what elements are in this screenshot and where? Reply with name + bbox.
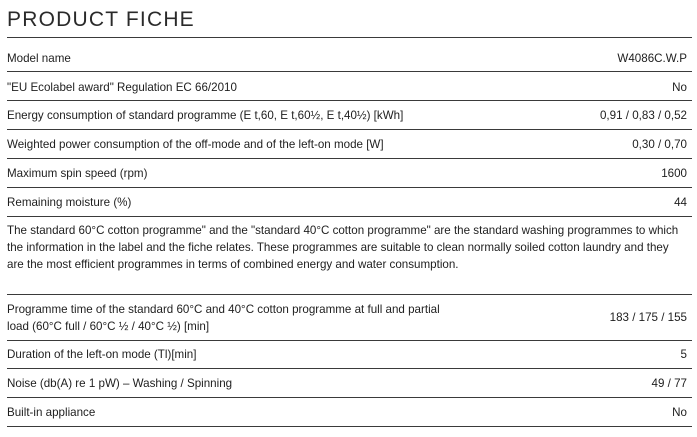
row-value: 49 / 77 — [651, 377, 687, 390]
row-value: No — [672, 406, 687, 419]
row-value: No — [672, 81, 687, 94]
row-label: Maximum spin speed (rpm) — [7, 167, 148, 180]
divider — [7, 100, 692, 101]
page-title: PRODUCT FICHE — [7, 8, 195, 31]
divider — [7, 216, 692, 217]
row-value: 44 — [674, 196, 687, 209]
standard-programme-paragraph: The standard 60°C cotton programme" and the "standard 40°C cotton programme" are the standard washing programmes to which the information in the label and the fiche relates. These programmes are suitable to clean normally soiled cotton laundry and they are the most efficient programmes in terms of combined energy and water consumption. — [7, 224, 679, 271]
divider — [7, 158, 692, 159]
row-label: Noise (db(A) re 1 pW) – Washing / Spinning — [7, 377, 233, 390]
row-label: Model name — [7, 52, 71, 65]
row-label: Built-in appliance — [7, 406, 96, 419]
row-value: 0,91 / 0,83 / 0,52 — [599, 109, 687, 122]
row-value: 0,30 / 0,70 — [632, 138, 687, 151]
divider — [7, 294, 692, 295]
divider — [7, 129, 692, 130]
row-programme-time — [7, 301, 687, 335]
row-label-line: load (60°C full / 60°C ½ / 40°C ½) [min] — [7, 320, 210, 333]
row-value: 183 / 175 / 155 — [609, 311, 687, 324]
row-label-line: Programme time of the standard 60°C and 40°C cotton programme at full and partial — [7, 303, 440, 316]
row-label: Duration of the left-on mode (Tl)[min] — [7, 348, 197, 361]
row-value: 1600 — [661, 167, 687, 180]
row-value: W4086C.W.P — [617, 52, 687, 65]
row-label: Remaining moisture (%) — [7, 196, 132, 209]
title-divider — [7, 37, 692, 38]
divider — [7, 340, 692, 341]
row-value: 5 — [680, 348, 687, 361]
row-label: Weighted power consumption of the off-mode and of the left-on mode [W] — [7, 138, 384, 151]
divider — [7, 426, 692, 427]
divider — [7, 71, 692, 72]
divider — [7, 368, 692, 369]
divider — [7, 397, 692, 398]
divider — [7, 187, 692, 188]
row-label: Energy consumption of standard programme (E t,60, E t,60½, E t,40½) [kWh] — [7, 109, 404, 122]
row-label — [7, 301, 537, 335]
row-label: "EU Ecolabel award" Regulation EC 66/2010 — [7, 81, 237, 94]
